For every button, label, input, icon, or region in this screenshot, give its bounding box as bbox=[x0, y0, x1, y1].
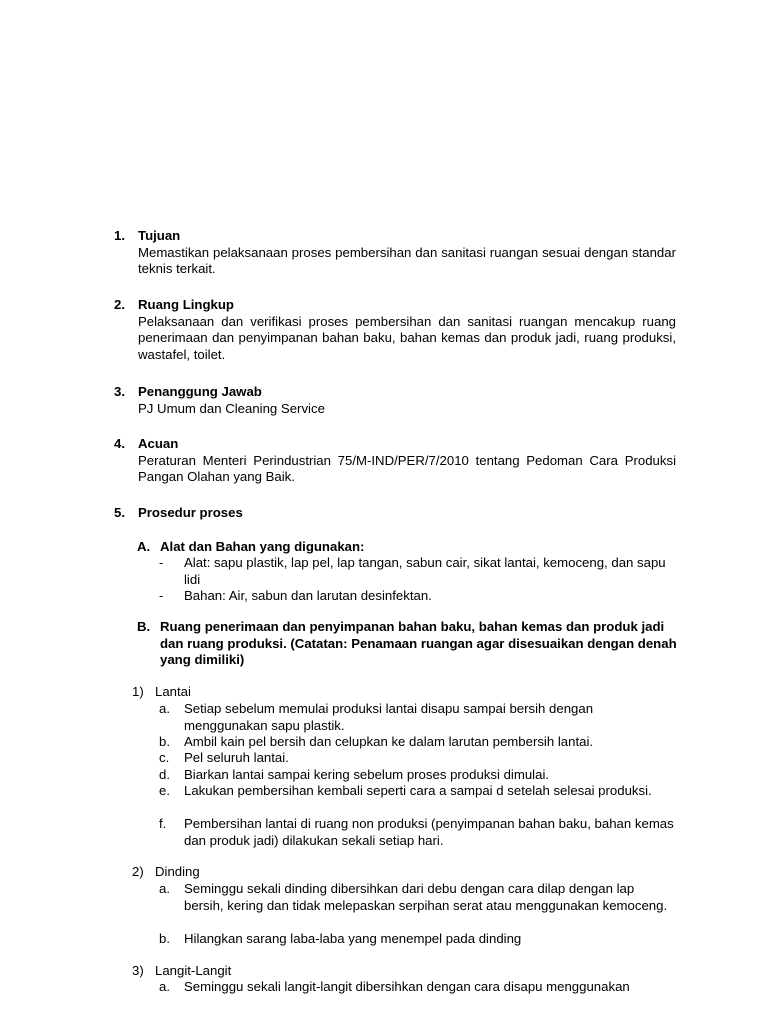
item-dinding bbox=[132, 864, 200, 881]
section-number: 2. bbox=[114, 297, 125, 312]
section-body: Pelaksanaan dan verifikasi proses pembersihan dan sanitasi ruangan mencakup ruang penerimaan dan penyimpanan bahan baku, bahan kemas dan produk jadi, ruang produksi, wastafel, toilet. bbox=[138, 313, 676, 362]
step-text: Setiap sebelum memulai produksi lantai disapu sampai bersih dengan menggunakan sapu plastik. bbox=[184, 701, 594, 733]
step-text: Hilangkan sarang laba-laba yang menempel pada dinding bbox=[184, 931, 522, 946]
item-title: Dinding bbox=[155, 864, 200, 879]
step-text: Pel seluruh lantai. bbox=[184, 750, 289, 765]
section-ruang-lingkup bbox=[114, 297, 676, 363]
item-number: 1) bbox=[132, 684, 144, 699]
dash-marker: - bbox=[159, 555, 164, 570]
section-acuan bbox=[114, 436, 676, 486]
subsection-alat-bahan bbox=[137, 539, 677, 556]
list-item bbox=[159, 931, 677, 948]
step-marker: a. bbox=[159, 881, 170, 896]
section-number: 5. bbox=[114, 505, 125, 520]
subsection-title: Ruang penerimaan dan penyimpanan bahan baku, bahan kemas dan produk jadi dan ruang produksi. (Catatan: Penamaan ruangan agar disesuaikan dengan denah yang dimiliki) bbox=[160, 619, 677, 668]
item-lantai bbox=[132, 684, 191, 701]
section-heading: Ruang Lingkup bbox=[138, 297, 234, 312]
list-item bbox=[159, 750, 677, 767]
section-tujuan bbox=[114, 228, 676, 278]
list-item bbox=[159, 701, 677, 734]
subsection-letter: B. bbox=[137, 619, 151, 634]
list-item bbox=[159, 734, 677, 751]
section-number: 4. bbox=[114, 436, 125, 451]
list-item bbox=[159, 816, 677, 849]
step-text: Seminggu sekali langit-langit dibersihkan dengan cara disapu menggunakan bbox=[184, 979, 630, 994]
section-heading: Penanggung Jawab bbox=[138, 384, 262, 399]
step-text: Pembersihan lantai di ruang non produksi (penyimpanan bahan baku, bahan kemas dan produk jadi) dilakukan sekali setiap hari. bbox=[184, 816, 674, 848]
list-item bbox=[159, 979, 677, 996]
step-marker: f. bbox=[159, 816, 167, 831]
subsection-letter: A. bbox=[137, 539, 151, 554]
list-item bbox=[159, 555, 677, 588]
item-langit-langit bbox=[132, 963, 231, 980]
list-item bbox=[159, 588, 677, 605]
step-marker: e. bbox=[159, 783, 170, 798]
step-marker: a. bbox=[159, 979, 170, 994]
item-number: 3) bbox=[132, 963, 144, 978]
step-text: Lakukan pembersihan kembali seperti cara a sampai d setelah selesai produksi. bbox=[184, 783, 652, 798]
section-body: PJ Umum dan Cleaning Service bbox=[138, 400, 325, 416]
step-marker: d. bbox=[159, 767, 170, 782]
section-heading: Prosedur proses bbox=[138, 505, 243, 520]
step-marker: b. bbox=[159, 734, 170, 749]
step-text: Seminggu sekali dinding dibersihkan dari debu dengan cara dilap dengan lap bersih, kering dan tidak melepaskan serpihan serat atau menggunakan kemoceng. bbox=[184, 881, 668, 913]
list-item bbox=[159, 881, 677, 914]
step-text: Biarkan lantai sampai kering sebelum proses produksi dimulai. bbox=[184, 767, 550, 782]
step-marker: b. bbox=[159, 931, 170, 946]
section-body: Memastikan pelaksanaan proses pembersihan dan sanitasi ruangan sesuai dengan standar teknis terkait. bbox=[138, 244, 676, 277]
section-prosedur-proses bbox=[114, 505, 676, 522]
item-title: Langit-Langit bbox=[155, 963, 232, 978]
dash-marker: - bbox=[159, 588, 164, 603]
section-heading: Acuan bbox=[138, 436, 179, 451]
section-number: 3. bbox=[114, 384, 125, 399]
list-item bbox=[159, 767, 677, 784]
section-heading: Tujuan bbox=[138, 228, 181, 243]
section-number: 1. bbox=[114, 228, 125, 243]
item-title: Lantai bbox=[155, 684, 191, 699]
subsection-ruang-penerimaan bbox=[137, 619, 677, 669]
step-marker: a. bbox=[159, 701, 170, 716]
step-marker: c. bbox=[159, 750, 170, 765]
list-item-text: Alat: sapu plastik, lap pel, lap tangan, sabun cair, sikat lantai, kemoceng, dan sapu lidi bbox=[184, 555, 666, 587]
step-text: Ambil kain pel bersih dan celupkan ke dalam larutan pembersih lantai. bbox=[184, 734, 594, 749]
item-number: 2) bbox=[132, 864, 144, 879]
subsection-title: Alat dan Bahan yang digunakan: bbox=[160, 539, 365, 554]
list-item bbox=[159, 783, 677, 800]
section-penanggung-jawab bbox=[114, 384, 676, 417]
section-body: Peraturan Menteri Perindustrian 75/M-IND/PER/7/2010 tentang Pedoman Cara Produksi Pangan Olahan yang Baik. bbox=[138, 452, 676, 485]
list-item-text: Bahan: Air, sabun dan larutan desinfektan. bbox=[184, 588, 432, 603]
